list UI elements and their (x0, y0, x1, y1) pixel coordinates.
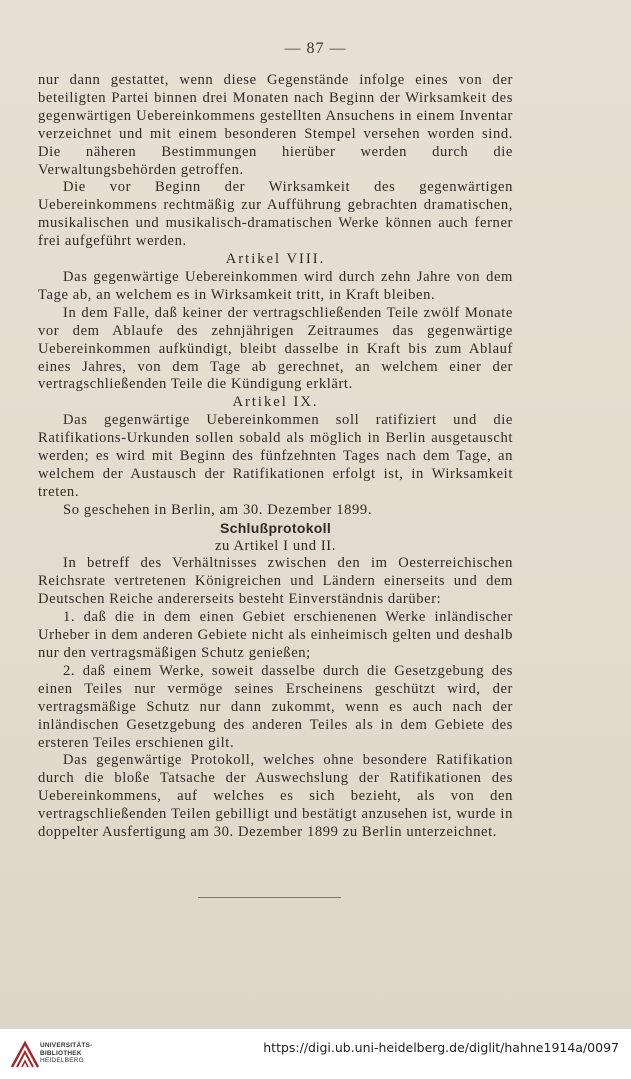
article-heading: Artikel VIII. (225, 251, 326, 268)
section-title: Schlußprotokoll (219, 519, 332, 536)
closing-rule (198, 897, 341, 898)
list-item: 1. daß die in dem einen Gebiet erschienenen Werke inländischer Urheber in dem anderen Gebiete nicht als einheimisch gelten und deshalb nur den vertragsmäßigen Schutz genießen; (38, 609, 513, 661)
institution-name (40, 1042, 92, 1065)
paragraph: Das gegenwärtige Uebereinkommen soll ratifiziert und die Ratifikations-Urkunden sollen sobald als möglich in Berlin ausgetauscht werden; es wird mit Beginn des fünfzehnten Tages nach dem Tage, an welchem der Austausch der Ratifikationen erfolgt ist, in Wirksamkeit treten. (38, 412, 513, 500)
article-heading: Artikel IX. (232, 394, 319, 411)
page-number: — 87 — (284, 40, 347, 57)
footer-bar (0, 1028, 631, 1079)
library-logo-icon (8, 1037, 42, 1071)
paragraph: Die vor Beginn der Wirksamkeit des gegenwärtigen Uebereinkommens rechtmäßig zur Aufführung gebrachten dramatischen, musikalischen und musikalisch-dramatischen Werke können auch ferner frei aufgeführt werden. (38, 179, 513, 250)
body-text (38, 72, 513, 842)
paragraph: Das gegenwärtige Uebereinkommen wird durch zehn Jahre von dem Tage ab, an welchem es in Wirksamkeit tritt, in Kraft bleiben. (38, 268, 513, 303)
paragraph: In betreff des Verhältnisses zwischen den im Oesterreichischen Reichsrate vertretenen Königreichen und Ländern einerseits und dem Deutschen Reiche andererseits besteht Einverständnis darüber: (38, 555, 513, 608)
institution-line: UNIVERSITÄTS- (40, 1042, 93, 1049)
paragraph: nur dann gestattet, wenn diese Gegenstände infolge eines von der beteiligten Partei binnen drei Monaten nach Beginn der Wirksamkeit des gegenwärtigen Uebereinkommens gestellten Ansuchens in einem Inventar verzeichnet und mit einem besonderen Stempel versehen worden sind. Die näheren Bestimmungen hierüber werden durch die Verwaltungsbehörden getroffen. (38, 72, 513, 178)
institution-line: HEIDELBERG (40, 1057, 84, 1064)
paragraph: In dem Falle, daß keiner der vertragschließenden Teile zwölf Monate vor dem Ablaufe des zehnjährigen Zeitraumes das gegenwärtige Uebereinkommen aufkündigt, bleibt dasselbe in Kraft bis zum Ablauf eines Jahres, von dem Tage ab gerechnet, an welchem einer der vertragschließenden Teile die Kündigung erklärt. (38, 304, 513, 393)
list-item: 2. daß einem Werke, soweit dasselbe durch die Gesetzgebung des einen Teiles nur vermöge seines Erscheinens geschützt wird, der vertragsmäßige Schutz nur dann zukommt, wenn es auch nach der inländischen Gesetzgebung des anderen Teiles als in dem Gebiete des ersteren Teiles erschienen gilt. (38, 662, 513, 751)
section-subtitle: zu Artikel I und II. (214, 537, 337, 554)
signature-line: So geschehen in Berlin, am 30. Dezember 1899. (63, 501, 373, 518)
source-url-link[interactable]: https://digi.ub.uni-heidelberg.de/diglit/hahne1914a/0097 (263, 1040, 619, 1055)
institution-line: BIBLIOTHEK (40, 1049, 82, 1057)
paragraph: Das gegenwärtige Protokoll, welches ohne besondere Ratifikation durch die bloße Tatsache der Auswechslung der Ratifikationen des Uebereinkommens, auf welches es sich bezieht, als von den vertragschließenden Teilen gebilligt und bestätigt anzusehen ist, wurde in doppelter Ausfertigung am 30. Dezember 1899 zu Berlin unterzeichnet. (38, 752, 513, 841)
